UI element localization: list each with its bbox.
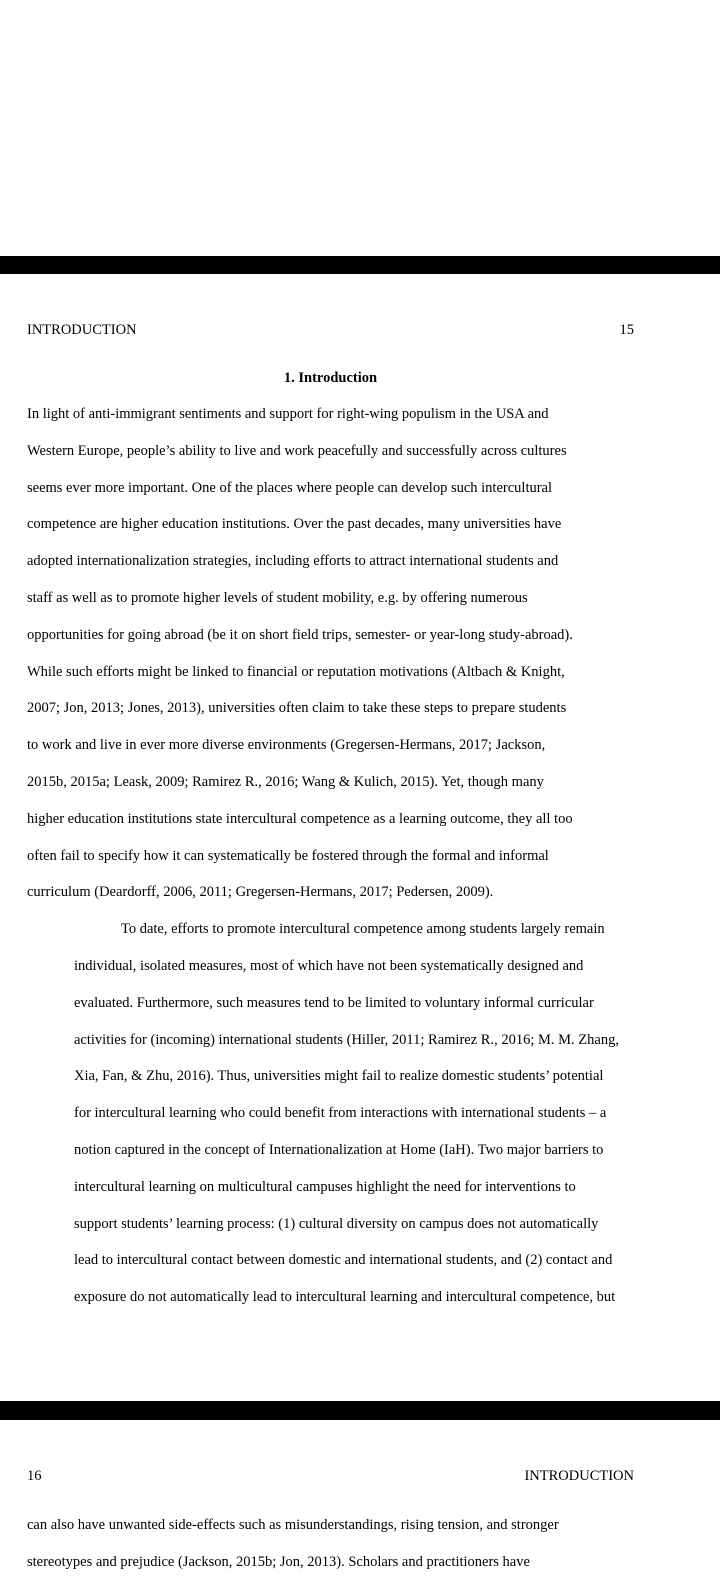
paragraph <box>27 396 647 911</box>
running-header-title: INTRODUCTION <box>27 322 137 338</box>
text-line: Xia, Fan, & Zhu, 2016). Thus, universities might fail to realize domestic students’ potential <box>74 1068 604 1085</box>
pdf-page-16 <box>0 1420 720 1570</box>
paragraph <box>27 911 647 1316</box>
text-line: seems ever more important. One of the places where people can develop such intercultural <box>27 479 553 496</box>
text-line: 2015b, 2015a; Leask, 2009; Ramirez R., 2016; Wang & Kulich, 2015). Yet, though many <box>27 773 544 790</box>
paragraph <box>27 1507 647 1581</box>
text-line: activities for (incoming) international students (Hiller, 2011; Ramirez R., 2016; M. M. Zhang, <box>74 1031 619 1048</box>
body-text <box>27 1507 647 1581</box>
text-line: adopted internationalization strategies, including efforts to attract international students and <box>27 553 559 570</box>
text-line: evaluated. Furthermore, such measures tend to be limited to voluntary informal curricular <box>74 994 594 1011</box>
text-line: support students’ learning process: (1) cultural diversity on campus does not automatically <box>74 1215 599 1232</box>
pdf-page-previous <box>0 0 720 256</box>
text-line: to work and live in ever more diverse environments (Gregersen-Hermans, 2017; Jackson, <box>27 737 546 754</box>
body-text <box>27 396 647 1316</box>
text-line: individual, isolated measures, most of which have not been systematically designed and <box>74 957 584 974</box>
pdf-page-15 <box>0 274 720 1401</box>
text-line: To date, efforts to promote intercultural competence among students largely remain <box>121 921 605 938</box>
text-line: intercultural learning on multicultural campuses highlight the need for interventions to <box>74 1178 576 1195</box>
text-line: lead to intercultural contact between domestic and international students, and (2) contact and <box>74 1252 613 1269</box>
text-line: stereotypes and prejudice (Jackson, 2015b; Jon, 2013). Scholars and practitioners have <box>27 1553 530 1570</box>
running-header <box>27 322 634 339</box>
text-line: competence are higher education institutions. Over the past decades, many universities have <box>27 516 562 533</box>
text-line: opportunities for going abroad (be it on short field trips, semester- or year-long study-abroad). <box>27 626 573 643</box>
page-separator <box>0 1401 720 1420</box>
text-line: can also have unwanted side-effects such as misunderstandings, rising tension, and stronger <box>27 1517 559 1533</box>
page-number: 16 <box>27 1468 42 1484</box>
running-header-title: INTRODUCTION <box>524 1468 634 1484</box>
text-line: often fail to specify how it can systematically be fostered through the formal and informal <box>27 847 549 864</box>
text-line: Western Europe, people’s ability to live and work peacefully and successfully across cultures <box>27 442 567 459</box>
text-line: While such efforts might be linked to financial or reputation motivations (Altbach & Knight, <box>27 663 565 680</box>
section-title: 1. Introduction <box>283 370 378 386</box>
text-line: staff as well as to promote higher levels of student mobility, e.g. by offering numerous <box>27 589 528 606</box>
page-separator <box>0 256 720 274</box>
text-line: higher education institutions state intercultural competence as a learning outcome, they all too <box>27 810 573 827</box>
text-line: notion captured in the concept of Internationalization at Home (IaH). Two major barriers to <box>74 1141 604 1158</box>
running-header <box>27 1468 634 1485</box>
text-line: In light of anti-immigrant sentiments and support for right-wing populism in the USA and <box>27 406 549 422</box>
text-line: exposure do not automatically lead to intercultural learning and intercultural competence, but <box>74 1289 616 1306</box>
page-number: 15 <box>619 322 634 338</box>
text-line: for intercultural learning who could benefit from interactions with international students – a <box>74 1105 607 1122</box>
text-line: curriculum (Deardorff, 2006, 2011; Gregersen-Hermans, 2017; Pedersen, 2009). <box>27 884 494 901</box>
text-line: 2007; Jon, 2013; Jones, 2013), universities often claim to take these steps to prepare students <box>27 700 567 717</box>
